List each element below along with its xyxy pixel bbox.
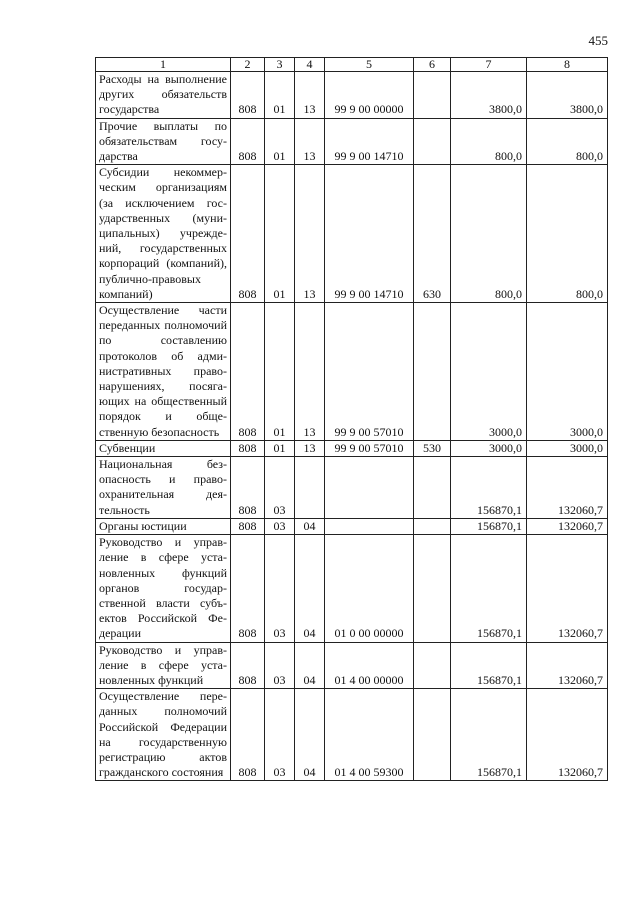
cell-amount-1: 156870,1: [451, 457, 527, 519]
cell-expense-type: [414, 689, 451, 781]
table-header-row: [96, 58, 608, 72]
cell-amount-2: 132060,7: [527, 642, 608, 689]
cell-target-article: 01 0 00 00000: [325, 535, 414, 642]
cell-section: 03: [265, 642, 295, 689]
cell-target-article: 99 9 00 14710: [325, 118, 414, 165]
cell-item-name: Осуществление части переданных полномочий по составлению протоколов об административных правонарушениях, посягающих на общественный порядок и общественную безопасность: [96, 303, 231, 441]
cell-ved: 808: [231, 72, 265, 119]
cell-section: 01: [265, 303, 295, 441]
cell-expense-type: [414, 303, 451, 441]
cell-expense-type: [414, 518, 451, 534]
cell-ved: 808: [231, 689, 265, 781]
cell-subsection: 04: [295, 642, 325, 689]
cell-item-name: Осуществление переданных полномочий Российской Федерации на государственную регистрацию актов гражданского состояния: [96, 689, 231, 781]
cell-section: 03: [265, 535, 295, 642]
cell-amount-2: 132060,7: [527, 535, 608, 642]
cell-amount-2: 132060,7: [527, 457, 608, 519]
table-row: [96, 303, 608, 441]
cell-subsection: 13: [295, 303, 325, 441]
header-cell-1: 1: [96, 58, 231, 72]
table-row: [96, 535, 608, 642]
cell-item-name: Прочие выплаты по обязательствам государства: [96, 118, 231, 165]
cell-section: 03: [265, 457, 295, 519]
cell-ved: 808: [231, 118, 265, 165]
cell-target-article: [325, 518, 414, 534]
cell-target-article: 99 9 00 14710: [325, 165, 414, 303]
cell-subsection: 13: [295, 440, 325, 456]
cell-amount-2: 132060,7: [527, 518, 608, 534]
cell-item-name: Субсидии некоммерческим организациям (за исключением государственных (муниципальных) учреждений, государственных корпораций (компаний), публично-правовых компаний): [96, 165, 231, 303]
cell-expense-type: [414, 457, 451, 519]
cell-amount-1: 3000,0: [451, 440, 527, 456]
cell-amount-1: 800,0: [451, 165, 527, 303]
cell-ved: 808: [231, 165, 265, 303]
cell-expense-type: [414, 72, 451, 119]
cell-expense-type: 530: [414, 440, 451, 456]
cell-subsection: 13: [295, 165, 325, 303]
cell-section: 01: [265, 118, 295, 165]
cell-subsection: 13: [295, 118, 325, 165]
cell-amount-1: 156870,1: [451, 535, 527, 642]
cell-ved: 808: [231, 518, 265, 534]
cell-section: 03: [265, 689, 295, 781]
cell-section: 03: [265, 518, 295, 534]
header-cell-2: 2: [231, 58, 265, 72]
cell-amount-2: 800,0: [527, 165, 608, 303]
cell-ved: 808: [231, 440, 265, 456]
cell-expense-type: [414, 118, 451, 165]
cell-ved: 808: [231, 642, 265, 689]
cell-amount-1: 156870,1: [451, 518, 527, 534]
table-row: [96, 72, 608, 119]
cell-subsection: 13: [295, 72, 325, 119]
cell-item-name: Национальная безопасность и правоохранительная деятельность: [96, 457, 231, 519]
cell-section: 01: [265, 165, 295, 303]
cell-amount-2: 3000,0: [527, 440, 608, 456]
table-row: [96, 689, 608, 781]
cell-subsection: 04: [295, 535, 325, 642]
cell-target-article: 99 9 00 00000: [325, 72, 414, 119]
cell-target-article: 99 9 00 57010: [325, 440, 414, 456]
cell-amount-2: 3000,0: [527, 303, 608, 441]
table-row: [96, 457, 608, 519]
cell-target-article: 01 4 00 59300: [325, 689, 414, 781]
cell-amount-1: 3000,0: [451, 303, 527, 441]
header-cell-7: 7: [451, 58, 527, 72]
header-cell-6: 6: [414, 58, 451, 72]
table-row: [96, 118, 608, 165]
cell-ved: 808: [231, 457, 265, 519]
cell-section: 01: [265, 440, 295, 456]
cell-item-name: Руководство и управление в сфере установленных функций: [96, 642, 231, 689]
cell-expense-type: [414, 535, 451, 642]
table-row: [96, 440, 608, 456]
cell-amount-1: 156870,1: [451, 642, 527, 689]
cell-item-name: Расходы на выполнение других обязательств государства: [96, 72, 231, 119]
cell-target-article: [325, 457, 414, 519]
header-cell-4: 4: [295, 58, 325, 72]
cell-item-name: Руководство и управление в сфере установленных функций органов государственной власти субъектов Российской Федерации: [96, 535, 231, 642]
cell-target-article: 99 9 00 57010: [325, 303, 414, 441]
table-row: [96, 518, 608, 534]
cell-ved: 808: [231, 303, 265, 441]
cell-amount-1: 156870,1: [451, 689, 527, 781]
header-cell-3: 3: [265, 58, 295, 72]
cell-ved: 808: [231, 535, 265, 642]
cell-section: 01: [265, 72, 295, 119]
header-cell-5: 5: [325, 58, 414, 72]
cell-amount-1: 3800,0: [451, 72, 527, 119]
table-row: [96, 165, 608, 303]
budget-table: [95, 57, 608, 781]
page-number: 455: [588, 33, 608, 48]
cell-item-name: Субвенции: [96, 440, 231, 456]
cell-item-name: Органы юстиции: [96, 518, 231, 534]
cell-subsection: [295, 457, 325, 519]
cell-amount-2: 800,0: [527, 118, 608, 165]
header-cell-8: 8: [527, 58, 608, 72]
cell-subsection: 04: [295, 689, 325, 781]
cell-target-article: 01 4 00 00000: [325, 642, 414, 689]
cell-amount-2: 132060,7: [527, 689, 608, 781]
cell-expense-type: 630: [414, 165, 451, 303]
table-row: [96, 642, 608, 689]
cell-subsection: 04: [295, 518, 325, 534]
cell-expense-type: [414, 642, 451, 689]
cell-amount-1: 800,0: [451, 118, 527, 165]
cell-amount-2: 3800,0: [527, 72, 608, 119]
